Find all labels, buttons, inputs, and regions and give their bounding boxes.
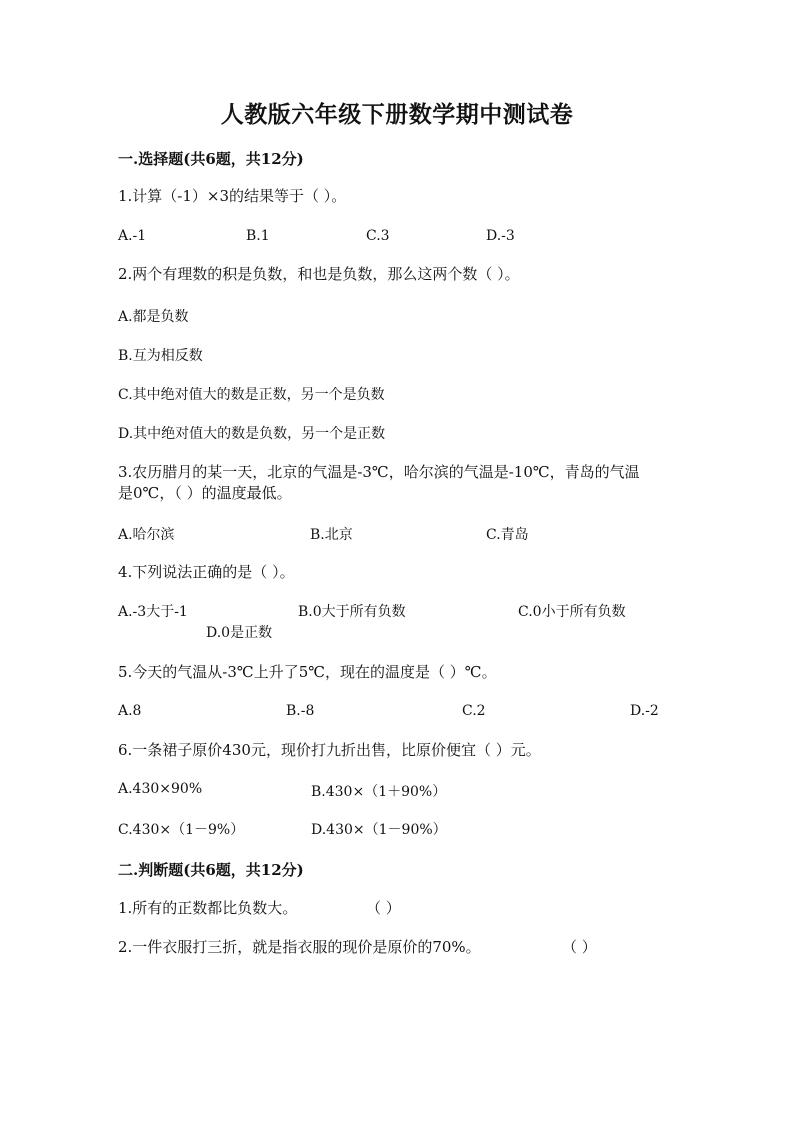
section-judge-header: 二.判断题(共6题，共12分): [118, 861, 304, 879]
q1-option-a: A.-1: [118, 228, 147, 244]
q5-option-c: C.2: [462, 703, 486, 719]
q2-option-c: C.其中绝对值大的数是正数，另一个是负数: [118, 387, 385, 403]
q1-option-c: C.3: [366, 228, 390, 244]
section-choice-header: 一.选择题(共6题，共12分): [118, 150, 304, 168]
q6-option-a: A.430×90%: [118, 781, 203, 797]
q6-option-b: B.430×（1＋90%）: [311, 784, 447, 800]
question-3-line-1: 3.农历腊月的某一天，北京的气温是-3℃，哈尔滨的气温是-10℃，青岛的气温: [118, 463, 640, 481]
question-1: 1.计算（-1）×3的结果等于（ ）。: [118, 187, 347, 205]
q1-option-d: D.-3: [486, 228, 515, 244]
judge-item-1-blank: （ ）: [366, 899, 401, 917]
q6-option-c: C.430×（1－9%）: [118, 822, 245, 838]
q2-option-d: D.其中绝对值大的数是负数，另一个是正数: [118, 426, 386, 442]
q4-option-a: A.-3大于-1: [118, 604, 188, 620]
q5-option-d: D.-2: [630, 703, 659, 719]
judge-item-2: 2.一件衣服打三折，就是指衣服的现价是原价的70%。: [118, 938, 481, 956]
question-2: 2.两个有理数的积是负数，和也是负数，那么这两个数（ ）。: [118, 265, 520, 283]
q5-option-a: A.8: [118, 703, 142, 719]
q1-option-b: B.1: [246, 228, 270, 244]
q2-option-a: A.都是负数: [118, 309, 189, 325]
q4-option-c: C.0小于所有负数: [518, 604, 626, 620]
question-3-line-2: 是0℃，（ ）的温度最低。: [118, 484, 292, 502]
q3-option-a: A.哈尔滨: [118, 527, 175, 543]
q4-option-d: D.0是正数: [206, 625, 273, 641]
q2-option-b: B.互为相反数: [118, 348, 203, 364]
q3-option-c: C.青岛: [486, 527, 529, 543]
judge-item-2-blank: （ ）: [562, 938, 597, 956]
q3-option-b: B.北京: [310, 527, 353, 543]
question-4: 4.下列说法正确的是（ ）。: [118, 563, 295, 581]
judge-item-1: 1.所有的正数都比负数大。: [118, 899, 298, 917]
page-title: 人教版六年级下册数学期中测试卷: [220, 101, 574, 128]
question-5: 5.今天的气温从-3℃上升了5℃，现在的温度是（ ）℃。: [118, 663, 497, 681]
q5-option-b: B.-8: [286, 703, 315, 719]
q4-option-b: B.0大于所有负数: [298, 604, 406, 620]
question-6: 6.一条裙子原价430元，现价打九折出售，比原价便宜（ ）元。: [118, 741, 541, 759]
q6-option-d: D.430×（1－90%）: [311, 822, 447, 838]
